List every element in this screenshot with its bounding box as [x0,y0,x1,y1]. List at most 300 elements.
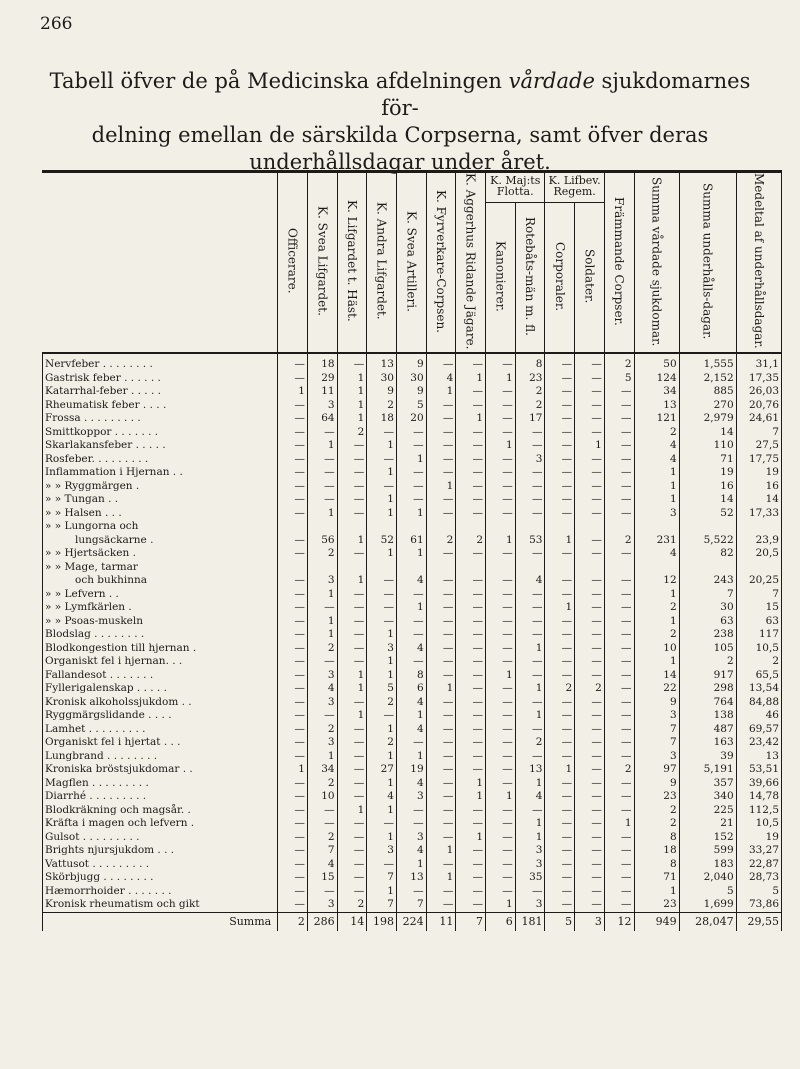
table-cell: — [575,642,605,656]
table-cell: — [456,736,486,750]
table-cell: — [604,858,634,872]
row-label: » » Lefvern . . [43,588,278,602]
table-cell [396,561,426,575]
title-line-2: delning emellan de särskilda Corpserna, samt öfver deras [91,123,709,147]
table-cell: — [367,709,397,723]
table-cell: 1 [515,642,545,656]
table-cell: — [426,601,456,615]
table-cell: 7 [367,871,397,885]
table-cell: — [486,655,516,669]
table-cell: — [604,399,634,413]
disease-distribution-table [42,173,782,931]
table-cell: 1 [367,723,397,737]
table-cell: 2 [634,804,679,818]
table-cell: 1 [486,898,516,912]
table-row [43,534,782,548]
table-cell: — [486,628,516,642]
table-cell: — [604,669,634,683]
table-cell: 4 [396,723,426,737]
table-cell: — [486,574,516,588]
table-cell: — [604,493,634,507]
table-cell: — [604,507,634,521]
row-label: » » Psoas-muskeln [43,615,278,629]
table-cell: 4 [515,574,545,588]
table-cell: 3 [307,736,337,750]
table-cell: 4 [396,777,426,791]
table-cell: — [545,750,575,764]
table-cell: 1 [515,709,545,723]
table-cell: — [456,709,486,723]
table-cell: 1 [515,777,545,791]
table-row [43,615,782,629]
table-cell: 117 [736,628,781,642]
table-cell: — [426,709,456,723]
table-cell: — [456,885,486,899]
table-cell: 13 [396,871,426,885]
table-cell: — [456,466,486,480]
table-row [43,790,782,804]
table-cell: — [278,669,308,683]
table-cell: — [278,831,308,845]
table-cell: 14 [634,669,679,683]
table-cell: — [337,642,367,656]
table-cell: — [575,750,605,764]
table-cell: — [426,628,456,642]
table-cell: 14 [679,426,736,440]
table-cell: — [575,534,605,548]
table-cell: — [604,750,634,764]
table-cell: — [486,466,516,480]
table-cell: 5,522 [679,534,736,548]
table-cell: — [337,817,367,831]
table-row [43,642,782,656]
table-cell: — [278,507,308,521]
table-cell [367,520,397,534]
table-cell: 2 [634,601,679,615]
table-cell: — [337,439,367,453]
table-cell: — [456,399,486,413]
table-cell: — [278,885,308,899]
table-cell: 27,5 [736,439,781,453]
table-cell: — [426,466,456,480]
table-cell: — [307,885,337,899]
table-row [43,655,782,669]
page-title [30,68,770,176]
table-row [43,736,782,750]
table-cell: — [575,385,605,399]
table-cell: — [396,804,426,818]
table-cell: 3 [634,709,679,723]
table-cell: — [456,439,486,453]
table-cell: — [426,574,456,588]
table-cell: 1 [367,439,397,453]
table-cell: 1 [545,534,575,548]
row-label: » » Hjertsäcken . [43,547,278,561]
table-cell: — [456,547,486,561]
table-cell: — [278,628,308,642]
table-cell: — [486,804,516,818]
table-cell: 1 [634,885,679,899]
table-cell: — [278,453,308,467]
row-label: Gastrisk feber . . . . . . [43,372,278,386]
header-svea-artilleri: K. Svea Artilleri. [396,173,426,353]
table-cell: 1 [337,534,367,548]
table-cell: 2 [515,385,545,399]
row-label: Hæmorrhoider . . . . . . . [43,885,278,899]
table-cell: — [337,493,367,507]
table-cell: 2 [634,426,679,440]
table-cell: 1 [426,871,456,885]
table-cell: 1 [367,547,397,561]
table-cell: — [515,750,545,764]
table-row [43,777,782,791]
header-lifbev-group: K. Lifbev. Regem. [545,173,604,203]
table-cell: — [604,480,634,494]
row-label: Kroniska bröstsjukdomar . . [43,763,278,777]
table-cell: — [426,804,456,818]
table-cell: 52 [367,534,397,548]
table-cell: 1 [515,831,545,845]
table-cell: 8 [396,669,426,683]
table-cell: — [456,385,486,399]
table-cell: — [575,871,605,885]
table-cell: 7 [634,723,679,737]
table-cell: — [456,898,486,912]
table-cell: — [575,817,605,831]
table-cell: — [337,601,367,615]
table-row [43,696,782,710]
sum-cell: 28,047 [679,912,736,931]
table-cell: 9 [367,385,397,399]
table-cell [426,561,456,575]
row-label: Ryggmärgslidande . . . . [43,709,278,723]
table-cell: 2 [634,628,679,642]
table-cell: 1 [337,709,367,723]
table-cell: — [396,466,426,480]
table-row [43,588,782,602]
table-cell: 20,25 [736,574,781,588]
table-cell: 2 [307,547,337,561]
table-cell: — [604,439,634,453]
table-cell: — [278,655,308,669]
table-cell: — [426,750,456,764]
row-label: Magflen . . . . . . . . . [43,777,278,791]
table-cell: — [278,399,308,413]
sum-cell: 286 [307,912,337,931]
table-cell: 1 [307,750,337,764]
table-cell: — [456,804,486,818]
table-cell: — [545,353,575,372]
table-cell: — [278,588,308,602]
table-cell: 39,66 [736,777,781,791]
header-svea-lifgardet: K. Svea Lifgardet. [307,173,337,353]
table-cell: — [456,493,486,507]
table-cell: 599 [679,844,736,858]
table-cell: 1 [367,804,397,818]
header-summa-underhall: Summa underhålls-dagar. [679,173,736,353]
table-cell: 34 [307,763,337,777]
table-cell: — [307,655,337,669]
table-cell: 1 [307,628,337,642]
table-cell: 39 [679,750,736,764]
table-cell: — [278,493,308,507]
table-cell: 19 [736,831,781,845]
table-cell: — [604,601,634,615]
table-cell: 18 [307,353,337,372]
sum-cell: 11 [426,912,456,931]
table-cell [604,561,634,575]
table-cell: 917 [679,669,736,683]
row-label: » » Ryggmärgen . [43,480,278,494]
table-cell: — [604,426,634,440]
table-row [43,601,782,615]
table-cell: 2 [307,642,337,656]
table-cell: 23 [634,898,679,912]
table-cell: — [575,574,605,588]
table-cell: — [604,777,634,791]
table-cell: 5,191 [679,763,736,777]
table-cell: 4 [307,858,337,872]
table-cell: 1 [337,385,367,399]
row-label: Kräfta i magen och lefvern . [43,817,278,831]
table-cell: 1 [396,601,426,615]
table-cell: 3 [515,844,545,858]
table-row [43,520,782,534]
table-cell: 19 [679,466,736,480]
table-cell: — [337,858,367,872]
row-label: » » Mage, tarmar [43,561,278,575]
table-cell: — [456,682,486,696]
table-cell: — [545,696,575,710]
table-cell: 2 [337,898,367,912]
table-cell: — [426,885,456,899]
table-cell [736,561,781,575]
table-cell: — [367,615,397,629]
table-cell: — [486,817,516,831]
table-cell: — [545,817,575,831]
table-cell: — [604,574,634,588]
table-cell: 1 [367,885,397,899]
table-cell: 110 [679,439,736,453]
table-cell [575,520,605,534]
row-label: Katarrhal-feber . . . . . [43,385,278,399]
table-cell [307,520,337,534]
table-cell: — [307,466,337,480]
table-row [43,466,782,480]
table-row [43,885,782,899]
table-cell: — [515,885,545,899]
table-cell [515,561,545,575]
table-cell: 50 [634,353,679,372]
table-cell: — [337,750,367,764]
table-cell: 3 [367,844,397,858]
table-cell: — [545,804,575,818]
table-row [43,682,782,696]
table-cell: 1 [486,790,516,804]
table-cell: 14 [736,493,781,507]
table-row [43,372,782,386]
table-cell: — [486,615,516,629]
table-cell: — [545,844,575,858]
table-cell: — [515,696,545,710]
row-label: och bukhinna [43,574,278,588]
table-cell: — [337,547,367,561]
table-cell: 13 [634,399,679,413]
table-cell: 29 [307,372,337,386]
table-cell: — [486,831,516,845]
table-cell: 152 [679,831,736,845]
table-cell: — [337,736,367,750]
table-cell: — [486,493,516,507]
table-cell: 1 [307,615,337,629]
row-label: Vattusot . . . . . . . . . [43,858,278,872]
table-cell: — [278,736,308,750]
table-cell: 10,5 [736,642,781,656]
table-cell: — [456,750,486,764]
table-cell: — [604,871,634,885]
header-summa-vardade: Summa vårdade sjukdomar. [634,173,679,353]
table-cell: 5 [604,372,634,386]
row-label: Rheumatisk feber . . . . [43,399,278,413]
table-cell: — [545,885,575,899]
table-cell: — [337,453,367,467]
table-cell: — [604,453,634,467]
table-cell: 23,9 [736,534,781,548]
table-cell: 2 [367,736,397,750]
table-cell: — [278,426,308,440]
table-cell [426,520,456,534]
table-row [43,709,782,723]
row-label: Blodslag . . . . . . . . [43,628,278,642]
table-cell: 30 [679,601,736,615]
table-cell: 340 [679,790,736,804]
table-cell: — [396,426,426,440]
sum-cell: 5 [545,912,575,931]
table-cell: 2,040 [679,871,736,885]
sum-cell: 12 [604,912,634,931]
table-cell: — [545,655,575,669]
header-lifgardet-hast: K. Lifgardet t. Häst. [337,173,367,353]
row-label: Fyllerigalenskap . . . . . [43,682,278,696]
table-cell: — [575,601,605,615]
table-cell: — [456,723,486,737]
table-cell: 64 [307,412,337,426]
table-cell: 71 [634,871,679,885]
table-cell: — [575,696,605,710]
table-cell: 1 [456,831,486,845]
table-cell: 4 [634,439,679,453]
table-cell: — [278,844,308,858]
table-cell: — [515,615,545,629]
table-cell: — [396,480,426,494]
table-cell [736,520,781,534]
table-cell: — [486,507,516,521]
table-cell: 5 [679,885,736,899]
table-cell: 28,73 [736,871,781,885]
table-cell: — [575,628,605,642]
row-label: Lamhet . . . . . . . . . [43,723,278,737]
table-cell: — [456,480,486,494]
row-label: lungsäckarne . [43,534,278,548]
table-cell: 2 [604,763,634,777]
table-cell: 3 [515,453,545,467]
table-cell [456,561,486,575]
table-cell: — [604,466,634,480]
table-cell: — [545,831,575,845]
table-cell: 238 [679,628,736,642]
table-cell: 7 [307,844,337,858]
table-cell: — [367,601,397,615]
table-cell: — [278,601,308,615]
table-cell: 1 [575,439,605,453]
table-body [43,353,782,931]
table-cell: — [337,466,367,480]
header-corporaler: Corporaler. [545,203,575,354]
table-cell [545,520,575,534]
table-cell: — [486,385,516,399]
table-cell: 3 [307,696,337,710]
table-cell: 3 [307,399,337,413]
table-cell: — [367,574,397,588]
table-cell: 17,35 [736,372,781,386]
table-cell: — [367,453,397,467]
table-cell: 20 [396,412,426,426]
table-cell: — [604,547,634,561]
table-cell: 1 [604,817,634,831]
table-cell: 1 [367,777,397,791]
table-cell: 1 [426,385,456,399]
table-cell: — [545,736,575,750]
table-cell: — [575,736,605,750]
table-cell: 13 [367,353,397,372]
table-cell: 3 [634,750,679,764]
table-cell: — [575,831,605,845]
table-cell: — [396,817,426,831]
table-cell: — [575,480,605,494]
table-cell: 23,42 [736,736,781,750]
table-cell: 24,61 [736,412,781,426]
table-cell: — [396,493,426,507]
table-cell: — [515,723,545,737]
table-cell: — [575,804,605,818]
table-cell: — [307,493,337,507]
table-cell: 17,75 [736,453,781,467]
table-cell [486,520,516,534]
table-cell: 1 [634,615,679,629]
table-cell: — [278,480,308,494]
table-cell: 1 [367,669,397,683]
table-cell: 14 [679,493,736,507]
table-cell: 487 [679,723,736,737]
table-cell: 3 [307,669,337,683]
table-cell: — [545,412,575,426]
table-cell: 183 [679,858,736,872]
row-label: Gulsot . . . . . . . . . [43,831,278,845]
table-cell: 22,87 [736,858,781,872]
table-cell: — [575,353,605,372]
table-cell: 1 [396,453,426,467]
table-cell: 15 [307,871,337,885]
table-cell [575,561,605,575]
table-cell: — [278,750,308,764]
table-cell: 2 [634,817,679,831]
table-cell: 17,33 [736,507,781,521]
table-row [43,804,782,818]
table-cell: — [426,493,456,507]
table-cell: 138 [679,709,736,723]
table-cell: — [486,426,516,440]
table-cell: 1 [396,858,426,872]
